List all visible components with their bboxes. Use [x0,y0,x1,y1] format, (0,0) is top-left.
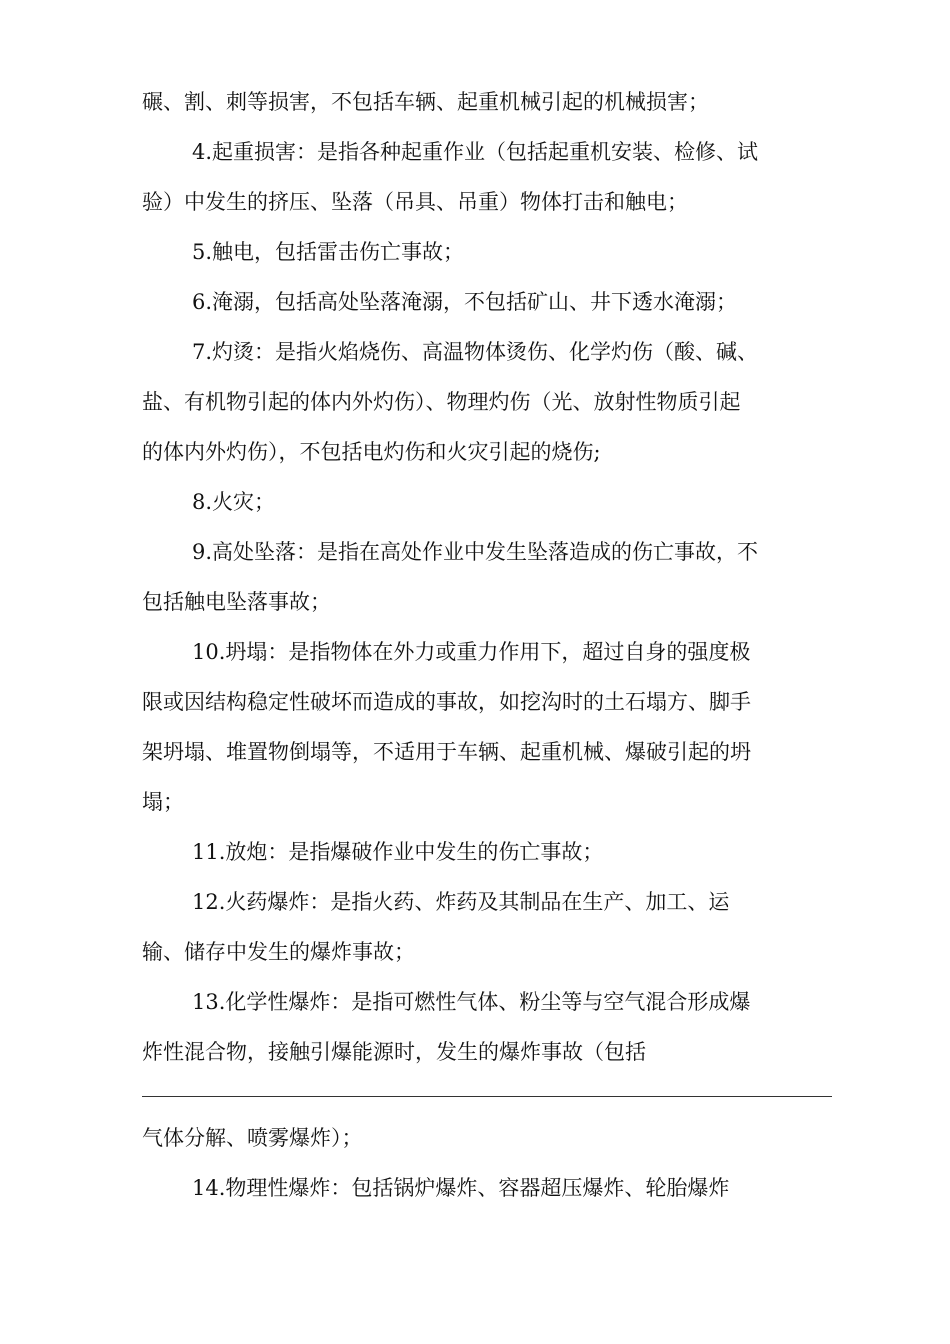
text-line: 输、储存中发生的爆炸事故； [142,940,415,964]
text-line: 5.触电，包括雷击伤亡事故； [192,240,465,264]
text-line: 验）中发生的挤压、坠落（吊具、吊重）物体打击和触电； [142,190,688,214]
text-line: 4.起重损害：是指各种起重作业（包括起重机安装、检修、试 [192,140,759,164]
text-line: 塌； [142,790,184,814]
text-block-top [142,77,832,1077]
text-line: 包括触电坠落事故； [142,590,331,614]
text-line: 炸性混合物，接触引爆能源时，发生的爆炸事故（包括 [142,1040,646,1064]
text-line: 10.坍塌：是指物体在外力或重力作用下，超过自身的强度极 [192,640,751,664]
text-line: 架坍塌、堆置物倒塌等，不适用于车辆、起重机械、爆破引起的坍 [142,740,751,764]
text-line: 14.物理性爆炸：包括锅炉爆炸、容器超压爆炸、轮胎爆炸 [192,1176,730,1200]
text-line: 12.火药爆炸：是指火药、炸药及其制品在生产、加工、运 [192,890,730,914]
text-line: 盐、有机物引起的体内外灼伤）、物理灼伤（光、放射性物质引起 [142,390,741,414]
page-divider [142,1096,832,1097]
text-line: 气体分解、喷雾爆炸）； [142,1126,363,1150]
text-line: 11.放炮：是指爆破作业中发生的伤亡事故； [192,840,604,864]
text-line: 8.火灾； [192,490,276,514]
text-line: 6.淹溺，包括高处坠落淹溺，不包括矿山、井下透水淹溺； [192,290,738,314]
text-line: 13.化学性爆炸：是指可燃性气体、粉尘等与空气混合形成爆 [192,990,751,1014]
text-line: 限或因结构稳定性破坏而造成的事故，如挖沟时的土石塌方、脚手 [142,690,751,714]
text-line: 碾、割、刺等损害，不包括车辆、起重机械引起的机械损害； [142,90,709,114]
text-block-bottom [142,1113,832,1213]
text-line: 的体内外灼伤），不包括电灼伤和火灾引起的烧伤; [142,440,601,464]
text-line: 7.灼烫：是指火焰烧伤、高温物体烫伤、化学灼伤（酸、碱、 [192,340,759,364]
text-line: 9.高处坠落：是指在高处作业中发生坠落造成的伤亡事故，不 [192,540,759,564]
